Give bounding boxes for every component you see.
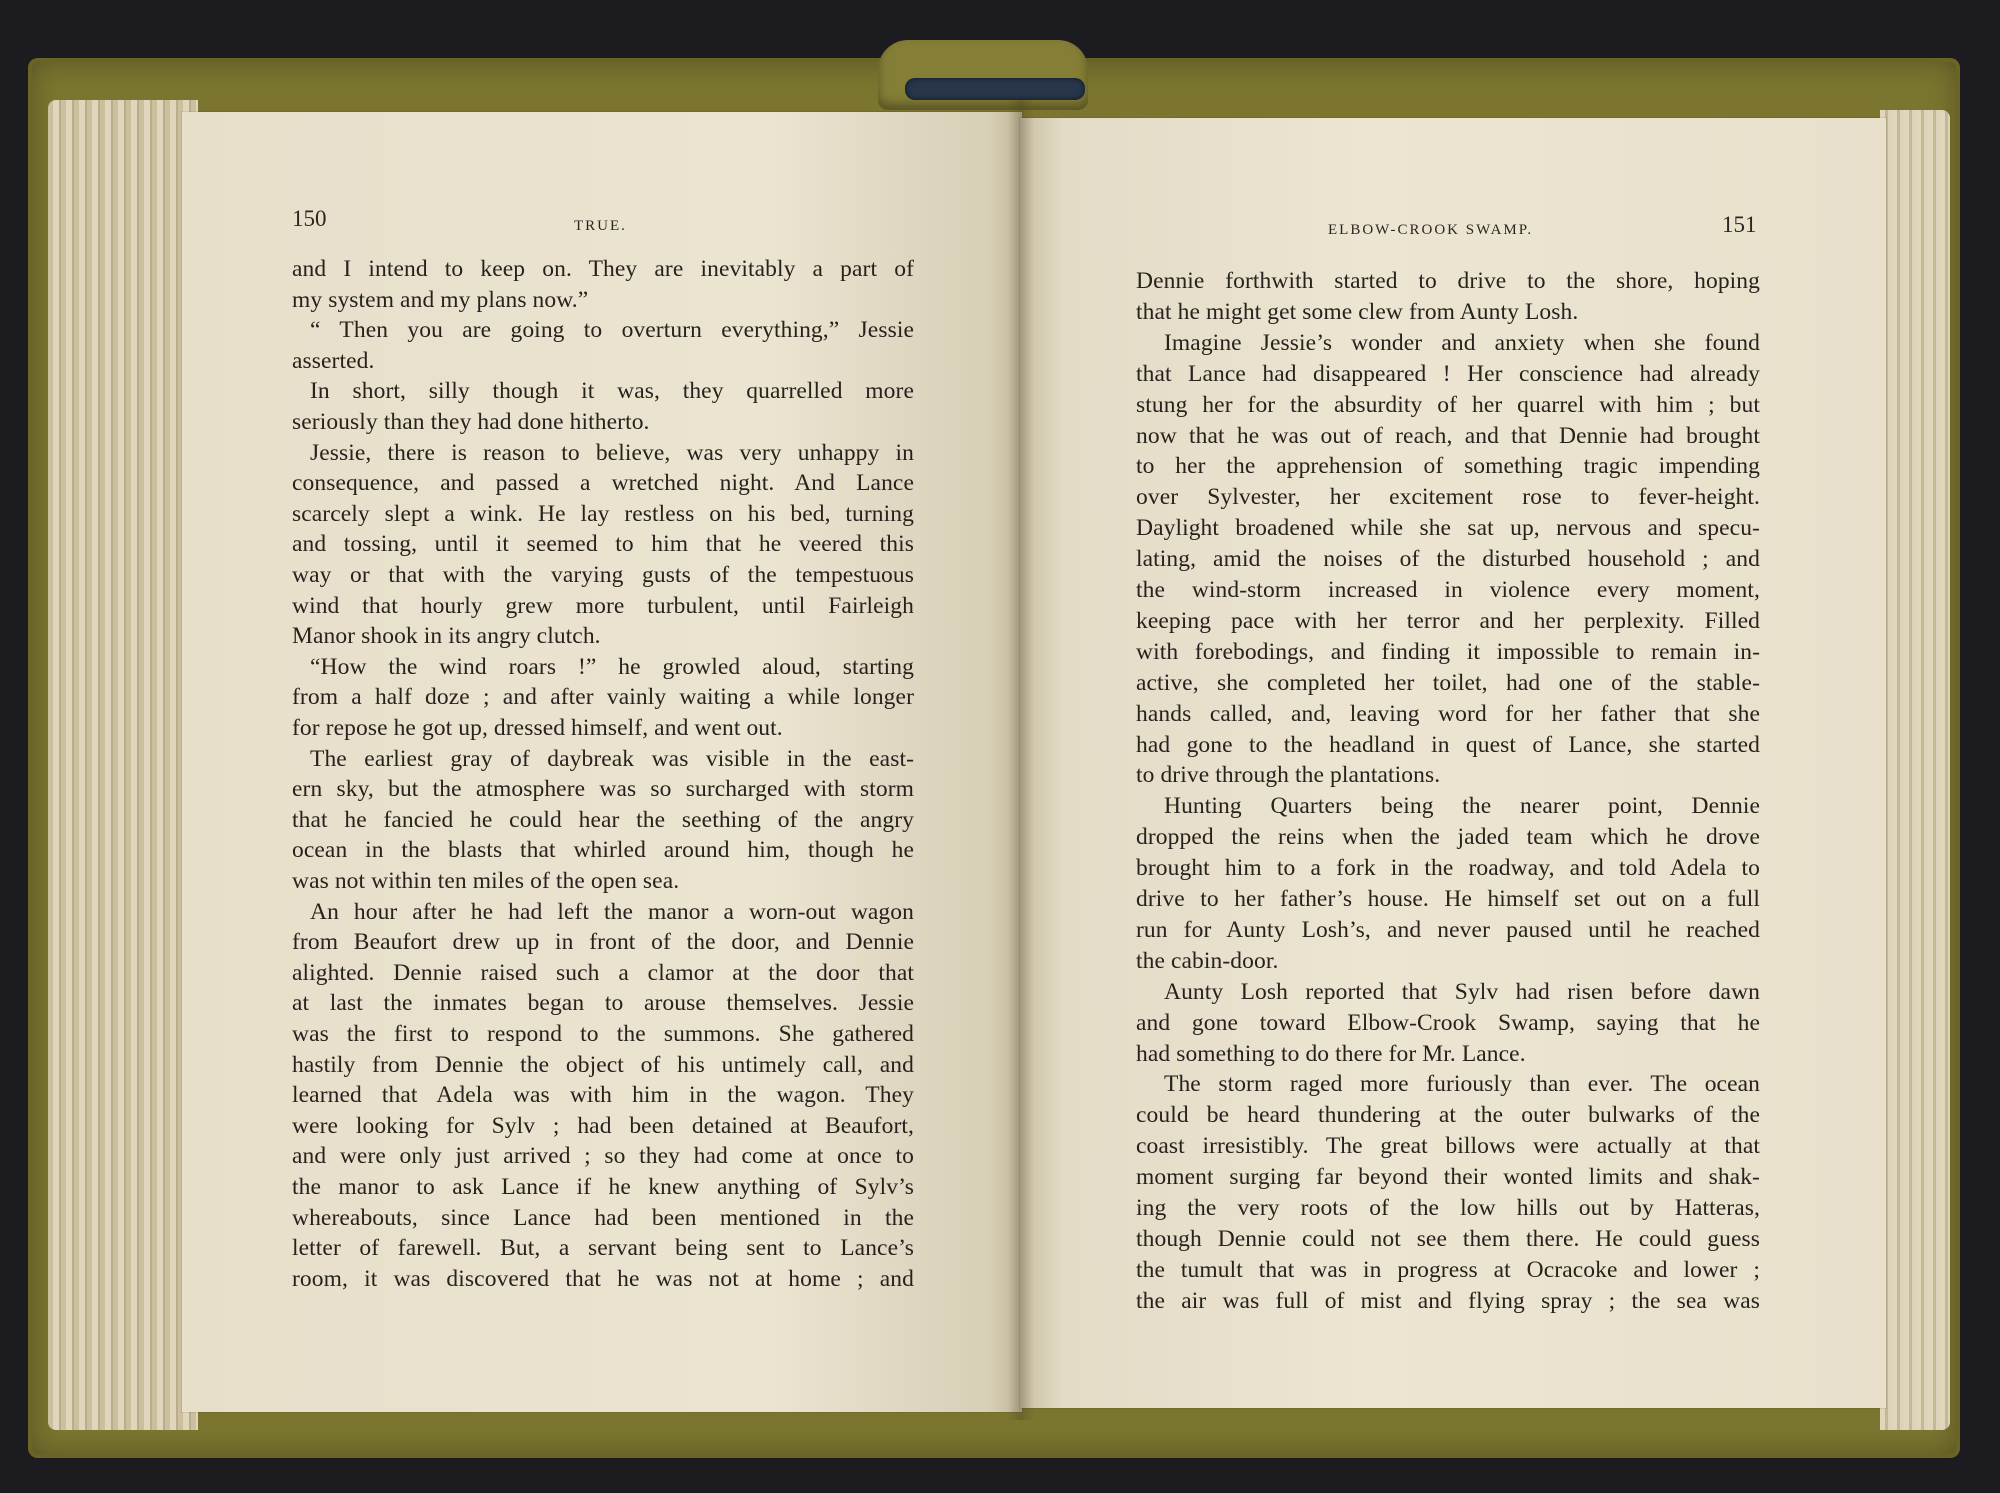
text-line: over Sylvester, her excitement rose to fever-height. [1136, 484, 1760, 511]
book-gutter [1008, 100, 1034, 1420]
text-line: from a half doze ; and after vainly waiting a while longer [292, 684, 914, 711]
text-line: that Lance had disappeared ! Her conscience had already [1136, 360, 1760, 387]
text-line: Dennie forthwith started to drive to the shore, hoping [1136, 268, 1760, 294]
text-line: letter of farewell. But, a servant being sent to Lance’s [292, 1235, 914, 1262]
left-page-number: 150 [292, 206, 327, 231]
text-line: dropped the reins when the jaded team which he drove [1136, 824, 1760, 851]
text-line: that he fancied he could hear the seething of the angry [292, 806, 914, 833]
text-line: that he might get some clew from Aunty Losh. [1136, 298, 1579, 325]
text-line: ing the very roots of the low hills out by Hatteras, [1136, 1195, 1760, 1221]
text-line: asserted. [292, 347, 375, 374]
text-line: room, it was discovered that he was not at home ; and [292, 1265, 914, 1292]
text-line: could be heard thundering at the outer bulwarks of the [1136, 1102, 1760, 1129]
text-line: and gone toward Elbow-Crook Swamp, saying that he [1136, 1009, 1760, 1036]
text-line: The earliest gray of daybreak was visible in the east- [310, 745, 914, 772]
text-line: the air was full of mist and flying spray ; the sea was [1136, 1287, 1760, 1314]
text-line: my system and my plans now.” [292, 286, 589, 313]
text-line: Aunty Losh reported that Sylv had risen before dawn [1164, 978, 1760, 1005]
text-line: stung her for the absurdity of her quarrel with him ; but [1136, 391, 1760, 418]
text-line: drive to her father’s house. He himself set out on a full [1136, 886, 1760, 912]
text-line: scarcely slept a wink. He lay restless on his bed, turning [292, 500, 914, 527]
text-line: whereabouts, since Lance had been mentioned in the [292, 1204, 914, 1231]
text-line: hands called, and, leaving word for her father that she [1136, 700, 1760, 727]
text-line: ocean in the blasts that whirled around him, though he [292, 837, 914, 864]
text-line: “How the wind roars !” he growled aloud, starting [310, 653, 914, 680]
text-line: the tumult that was in progress at Ocracoke and lower ; [1136, 1256, 1760, 1283]
text-line: were looking for Sylv ; had been detained at Beaufort, [292, 1112, 914, 1139]
text-line: “ Then you are going to overturn everything,” Jessie [310, 317, 914, 344]
text-line: Imagine Jessie’s wonder and anxiety when she found [1164, 329, 1760, 356]
right-page-number: 151 [1722, 212, 1757, 237]
text-line: coast irresistibly. The great billows were actually at that [1136, 1133, 1760, 1160]
text-line: to her the apprehension of something tragic impending [1136, 453, 1760, 480]
text-line: alighted. Dennie raised such a clamor at the door that [292, 959, 914, 986]
text-line: Hunting Quarters being the nearer point, Dennie [1164, 793, 1760, 820]
text-line: was the first to respond to the summons. She gathered [292, 1021, 914, 1047]
text-line: the cabin-door. [1136, 947, 1279, 974]
text-line: brought him to a fork in the roadway, and told Adela to [1136, 855, 1760, 882]
text-line: was not within ten miles of the open sea. [292, 868, 680, 894]
text-line: learned that Adela was with him in the wagon. They [292, 1082, 914, 1109]
text-line: though Dennie could not see them there. He could guess [1136, 1225, 1760, 1252]
text-line: to drive through the plantations. [1136, 762, 1441, 789]
headband [905, 78, 1085, 100]
text-line: at last the inmates began to arouse themselves. Jessie [292, 990, 914, 1017]
text-line: the wind-storm increased in violence every moment, [1136, 577, 1760, 603]
text-line: Jessie, there is reason to believe, was very unhappy in [310, 439, 914, 466]
text-line: had something to do there for Mr. Lance. [1136, 1040, 1526, 1067]
text-line: The storm raged more furiously than ever. The ocean [1164, 1071, 1760, 1098]
right-running-title: ELBOW-CROOK SWAMP. [1328, 222, 1534, 238]
text-line: hastily from Dennie the object of his untimely call, and [292, 1051, 914, 1078]
text-line: consequence, and passed a wretched night. And Lance [292, 470, 914, 497]
text-line: the manor to ask Lance if he knew anything of Sylv’s [292, 1174, 914, 1200]
text-line: seriously than they had done hitherto. [292, 409, 650, 435]
text-line: now that he was out of reach, and that Dennie had brought [1136, 422, 1760, 449]
text-line: with forebodings, and finding it impossible to remain in- [1136, 638, 1760, 665]
text-line: wind that hourly grew more turbulent, until Fairleigh [292, 592, 914, 619]
right-page-edges [1880, 110, 1950, 1430]
text-line: moment surging far beyond their wonted limits and shak- [1136, 1164, 1760, 1191]
text-line: In short, silly though it was, they quarrelled more [310, 378, 914, 405]
text-line: keeping pace with her terror and her perplexity. Filled [1136, 607, 1760, 634]
text-line: for repose he got up, dressed himself, and went out. [292, 715, 783, 741]
text-line: had gone to the headland in quest of Lance, she started [1136, 731, 1760, 758]
text-line: way or that with the varying gusts of the tempestuous [292, 562, 914, 588]
text-line: and tossing, until it seemed to him that he veered this [292, 531, 914, 558]
text-line: from Beaufort drew up in front of the door, and Dennie [292, 929, 914, 956]
text-line: lating, amid the noises of the disturbed household ; and [1136, 546, 1760, 573]
text-line: active, she completed her toilet, had one of the stable- [1136, 669, 1760, 696]
text-line: ern sky, but the atmosphere was so surcharged with storm [292, 776, 914, 803]
text-line: run for Aunty Losh’s, and never paused until he reached [1136, 916, 1760, 943]
text-line: An hour after he had left the manor a worn-out wagon [310, 898, 914, 925]
text-line: Manor shook in its angry clutch. [292, 623, 601, 650]
left-page-edges [48, 100, 198, 1430]
text-line: Daylight broadened while she sat up, nervous and specu- [1136, 515, 1760, 542]
text-line: and I intend to keep on. They are inevitably a part of [292, 256, 914, 282]
left-running-title: TRUE. [574, 218, 627, 234]
text-line: and were only just arrived ; so they had come at once to [292, 1143, 914, 1170]
